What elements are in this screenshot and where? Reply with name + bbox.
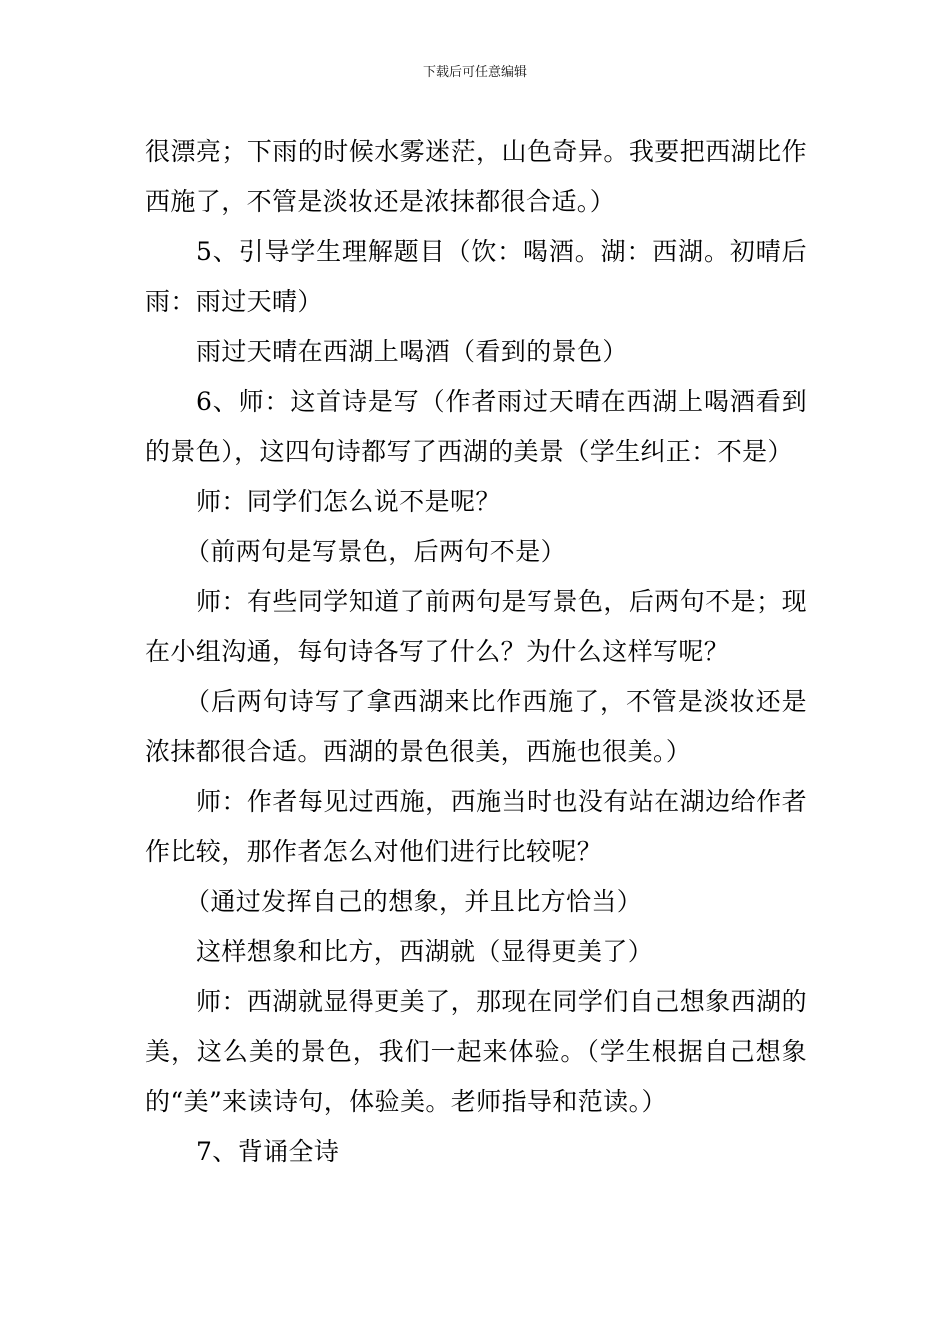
paragraph-experience-reading: 师：西湖就显得更美了，那现在同学们自己想象西湖的美，这么美的景色，我们一起来体验。（学生根据自己想象的“美”来读诗句，体验美。老师指导和范读。）	[145, 987, 807, 1116]
paragraph-title-meaning: 雨过天晴在西湖上喝酒（看到的景色）	[196, 337, 628, 366]
paragraph-teacher-comparison: 师：作者每见过西施，西施当时也没有站在湖边给作者作比较，那作者怎么对他们进行比较呢？	[145, 787, 807, 866]
paragraph-step-5: 5、引导学生理解题目（饮：喝酒。湖：西湖。初晴后雨：雨过天晴）	[145, 237, 807, 316]
paragraph-continuation: 很漂亮；下雨的时候水雾迷茫，山色奇异。我要把西湖比作西施了，不管是淡妆还是浓抹都很合适。）	[145, 137, 807, 216]
paragraph-step-7: 7、背诵全诗	[196, 1137, 340, 1166]
paragraph-student-answer: （前两句是写景色，后两句不是）	[185, 537, 567, 566]
paragraph-step-6: 6、师：这首诗是写（作者雨过天晴在西湖上喝酒看到的景色），这四句诗都写了西湖的美景（学生纠正：不是）	[145, 387, 807, 466]
document-body	[145, 127, 807, 1177]
page-header-note: 下载后可任意编辑	[422, 65, 527, 80]
paragraph-group-discussion: 师：有些同学知道了前两句是写景色，后两句不是；现在小组沟通，每句诗各写了什么？为什么这样写呢？	[145, 587, 807, 666]
paragraph-more-beautiful: 这样想象和比方，西湖就（显得更美了）	[196, 937, 654, 966]
paragraph-teacher-question: 师：同学们怎么说不是呢？	[196, 487, 501, 516]
paragraph-imagination-answer: （通过发挥自己的想象，并且比方恰当）	[185, 887, 643, 916]
paragraph-discussion-answer: （后两句诗写了拿西湖来比作西施了，不管是淡妆还是浓抹都很合适。西湖的景色很美，西施也很美。）	[145, 687, 807, 766]
